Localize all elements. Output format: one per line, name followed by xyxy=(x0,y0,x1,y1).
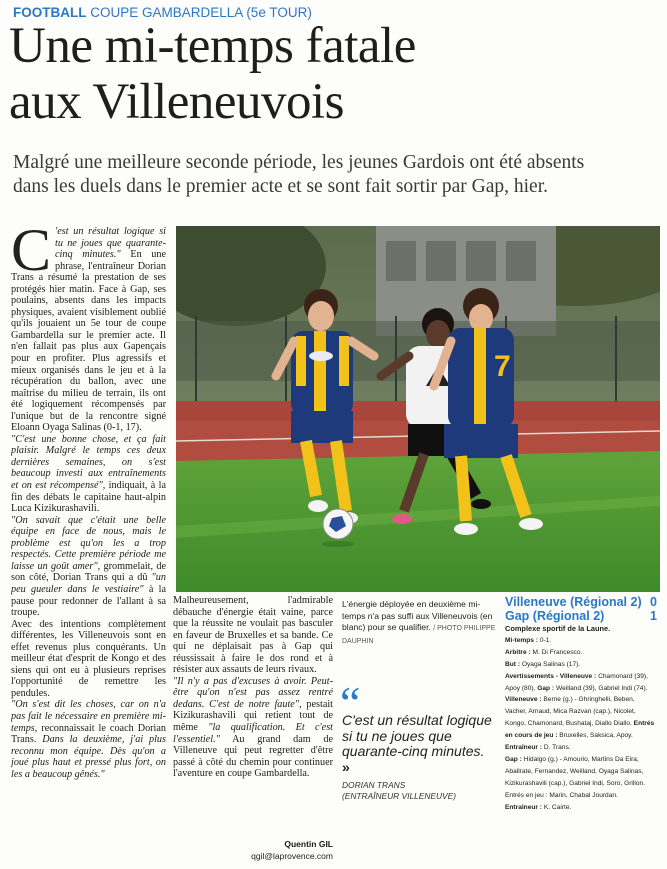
kicker-competition: COUPE GAMBARDELLA (5e TOUR) xyxy=(90,5,312,20)
headline-line-1: Une mi-temps fatale xyxy=(9,18,416,74)
coach-gap: Entraîneur : K. Cairte. xyxy=(505,803,572,811)
match-info-box xyxy=(505,595,657,814)
article-paragraph xyxy=(11,434,166,515)
body-text: Malheureusement, l'admirable débauche d'énergie était vaine, parce que la réussite ne voulait pas basculer en faveur de Bruxelles et sa bande. Ce qui ne déplaisait pas à Gap qui réussissait à faire le dos rond et à résister aux assauts de leurs rivaux. xyxy=(173,595,333,676)
body-text: à la pause pour redonner de l'allant à sa troupe. xyxy=(11,583,166,619)
quote-text: "C'est une bonne chose, et ça fait plaisir. Malgré le temps ces deux dernières semaines, on s'est beaucoup investi aux entraînements et on est récompensé" xyxy=(11,433,166,492)
home-score: 0 xyxy=(650,595,657,609)
headline xyxy=(9,18,659,130)
kicker-sport: FOOTBALL xyxy=(13,5,87,20)
jersey-number: 7 xyxy=(494,350,511,383)
away-score: 1 xyxy=(650,609,657,623)
referee: Arbitre : M. Di Francesco. xyxy=(505,648,583,656)
body-text: , grommelait, de son côté, Dorian Trans qui a dû xyxy=(11,560,166,584)
quote-text: "Il n'y a pas d'excuses à avoir. Peut-être qu'on n'est pas assez rentré dedans. C'est de notre faute" xyxy=(173,675,333,710)
coach-villeneuve: Entraîneur : D. Trans. xyxy=(505,744,571,752)
article-column-2 xyxy=(173,595,333,843)
goal: But : Oyaga Salinas (17). xyxy=(505,660,581,668)
home-team: Villeneuve (Régional 2) xyxy=(505,595,642,609)
quote-text: "On s'est dit les choses, car on n'a pas fait le nécessaire en première mi-temps, xyxy=(11,699,166,734)
article-paragraph xyxy=(11,515,166,619)
score-home xyxy=(505,595,657,609)
pull-quote xyxy=(342,713,492,775)
photo-caption xyxy=(342,599,502,647)
quote-mark-icon: “ xyxy=(340,677,361,728)
body-text: Au grand dam de Villeneuve qui peut regretter d'être passé à côté du chemin pour continuer l'aventure en coupe Gambardella. xyxy=(173,733,333,780)
warnings: Avertissements - Villeneuve : Chamonard (39), Apoy (80). Gap : Weilland (39), Gabriel Indi (74). xyxy=(505,672,648,692)
byline xyxy=(173,838,333,862)
standfirst xyxy=(13,151,653,199)
article-paragraph xyxy=(11,619,166,700)
article-column-1 xyxy=(11,226,166,866)
body-text: , indiquait, à la fin des débats le capitaine haut-alpin Luca Kizikurashavili. xyxy=(11,480,166,515)
standfirst-line-2: dans les duels dans le premier acte et se sont fait sortir par Gap, hier. xyxy=(13,176,548,197)
body-text: En une phrase, l'entraîneur Dorian Trans a résumé la prestation de ses protégés hier matin. Face à Gap, ses poulains, absents dans les impacts physiques, avaient visiblement oublié qu'ils jouaient un 5e tour de coupe Gambardella sur le premier acte. Il n'en fallait pas plus aux Gapençais pour en profiter. Plus agressifs et mieux organisés dans le jeu et à la récupération du ballon, avec une maîtrise du milieu de terrain, ils ont été logiquement récompensés par l'unique but de la rencontre signé Eloann Oyaga Salinas (0-1, 17). xyxy=(11,249,166,434)
body-text: reconnaissait le coach Dorian Trans. xyxy=(11,722,166,746)
football-photo-illustration xyxy=(176,226,660,592)
pull-quote-text: C'est un résultat logique si tu ne joues que quarante-cinq minutes. xyxy=(342,712,492,759)
quote-text: "On savait que c'était une belle équipe en face de nous, mais le problème est qu'on les a trop respectés. Cette première période me laisse un goût amer" xyxy=(11,514,166,572)
caption-text: L'énergie déployée en deuxième mi-temps n'a pas suffi aux Villeneuvois (en blanc) pour se qualifier. xyxy=(342,599,493,632)
pull-quote-role: (ENTRAÎNEUR VILLENEUVE) xyxy=(342,791,457,801)
gap-lineup: Gap : Hidalgo (g.) - Amourio, Martins Da Eira, Aballrate, Fernandez, Weilland, Oyaga Salinas, Kizikurashavili (cap.), Gabriel Indi, Soro, Grillon. Entrés en jeu : Marin, Chabal Jourdan. xyxy=(505,755,645,799)
pull-quote-author xyxy=(342,780,502,802)
article-paragraph xyxy=(173,595,333,676)
caption-credit: / PHOTO PHILIPPE DAUPHIN xyxy=(342,625,496,645)
pull-quote-name: DORIAN TRANS xyxy=(342,780,406,790)
headline-line-2: aux Villeneuvois xyxy=(9,74,345,130)
quote-text: "la qualification. Et c'est l'essentiel." xyxy=(173,722,333,745)
article-paragraph xyxy=(173,676,333,780)
byline-email: qgil@laprovence.com xyxy=(251,851,333,861)
drop-cap: C xyxy=(11,226,52,283)
body-text: , pestait Kizikurashavili qui retient tout de même xyxy=(173,698,333,734)
byline-author: Quentin GIL xyxy=(284,839,333,849)
quote-text: Dans la deuxième, j'ai plus reconnu mon équipe. Dès qu'on a joué plus haut et pressé plus fort, on les a beaucoup gênés." xyxy=(11,734,166,780)
away-team: Gap (Régional 2) xyxy=(505,609,605,623)
article-paragraph xyxy=(11,699,166,780)
article-paragraph xyxy=(11,226,166,434)
standfirst-line-1: Malgré une meilleure seconde période, les jeunes Gardois ont été absents xyxy=(13,152,585,173)
villeneuve-lineup: Villeneuve : Berne (g.) - Ghringhelli, Beben, Vacher, Arnaud, Mica Razvan (cap.), Nicolet, Kongo, Chamonard, Bushataj, Diallo Diallo. Entrés en cours de jeu : Bruxelles, Saksica, Apoy. xyxy=(505,696,655,740)
closing-quote-icon: » xyxy=(342,758,350,775)
body-text: Avec des intentions complètement différentes, les Villeneuvois sont en effet revenus plus conquérants. Un meilleur état d'esprit de Kongo et des siens qui ont eu à plusieurs reprises l'opportunité de remettre les pendules. xyxy=(11,618,166,699)
quote-text: 'est un résultat logique si tu ne joues que quarante-cinq minutes." xyxy=(55,226,166,261)
venue: Complexe sportif de la Laune. xyxy=(505,624,611,633)
score-away xyxy=(505,609,657,623)
match-photo xyxy=(176,226,660,592)
halftime: Mi-temps : 0-1. xyxy=(505,636,552,644)
quote-text: "un peu gueuler dans le vestiaire" xyxy=(11,572,166,595)
